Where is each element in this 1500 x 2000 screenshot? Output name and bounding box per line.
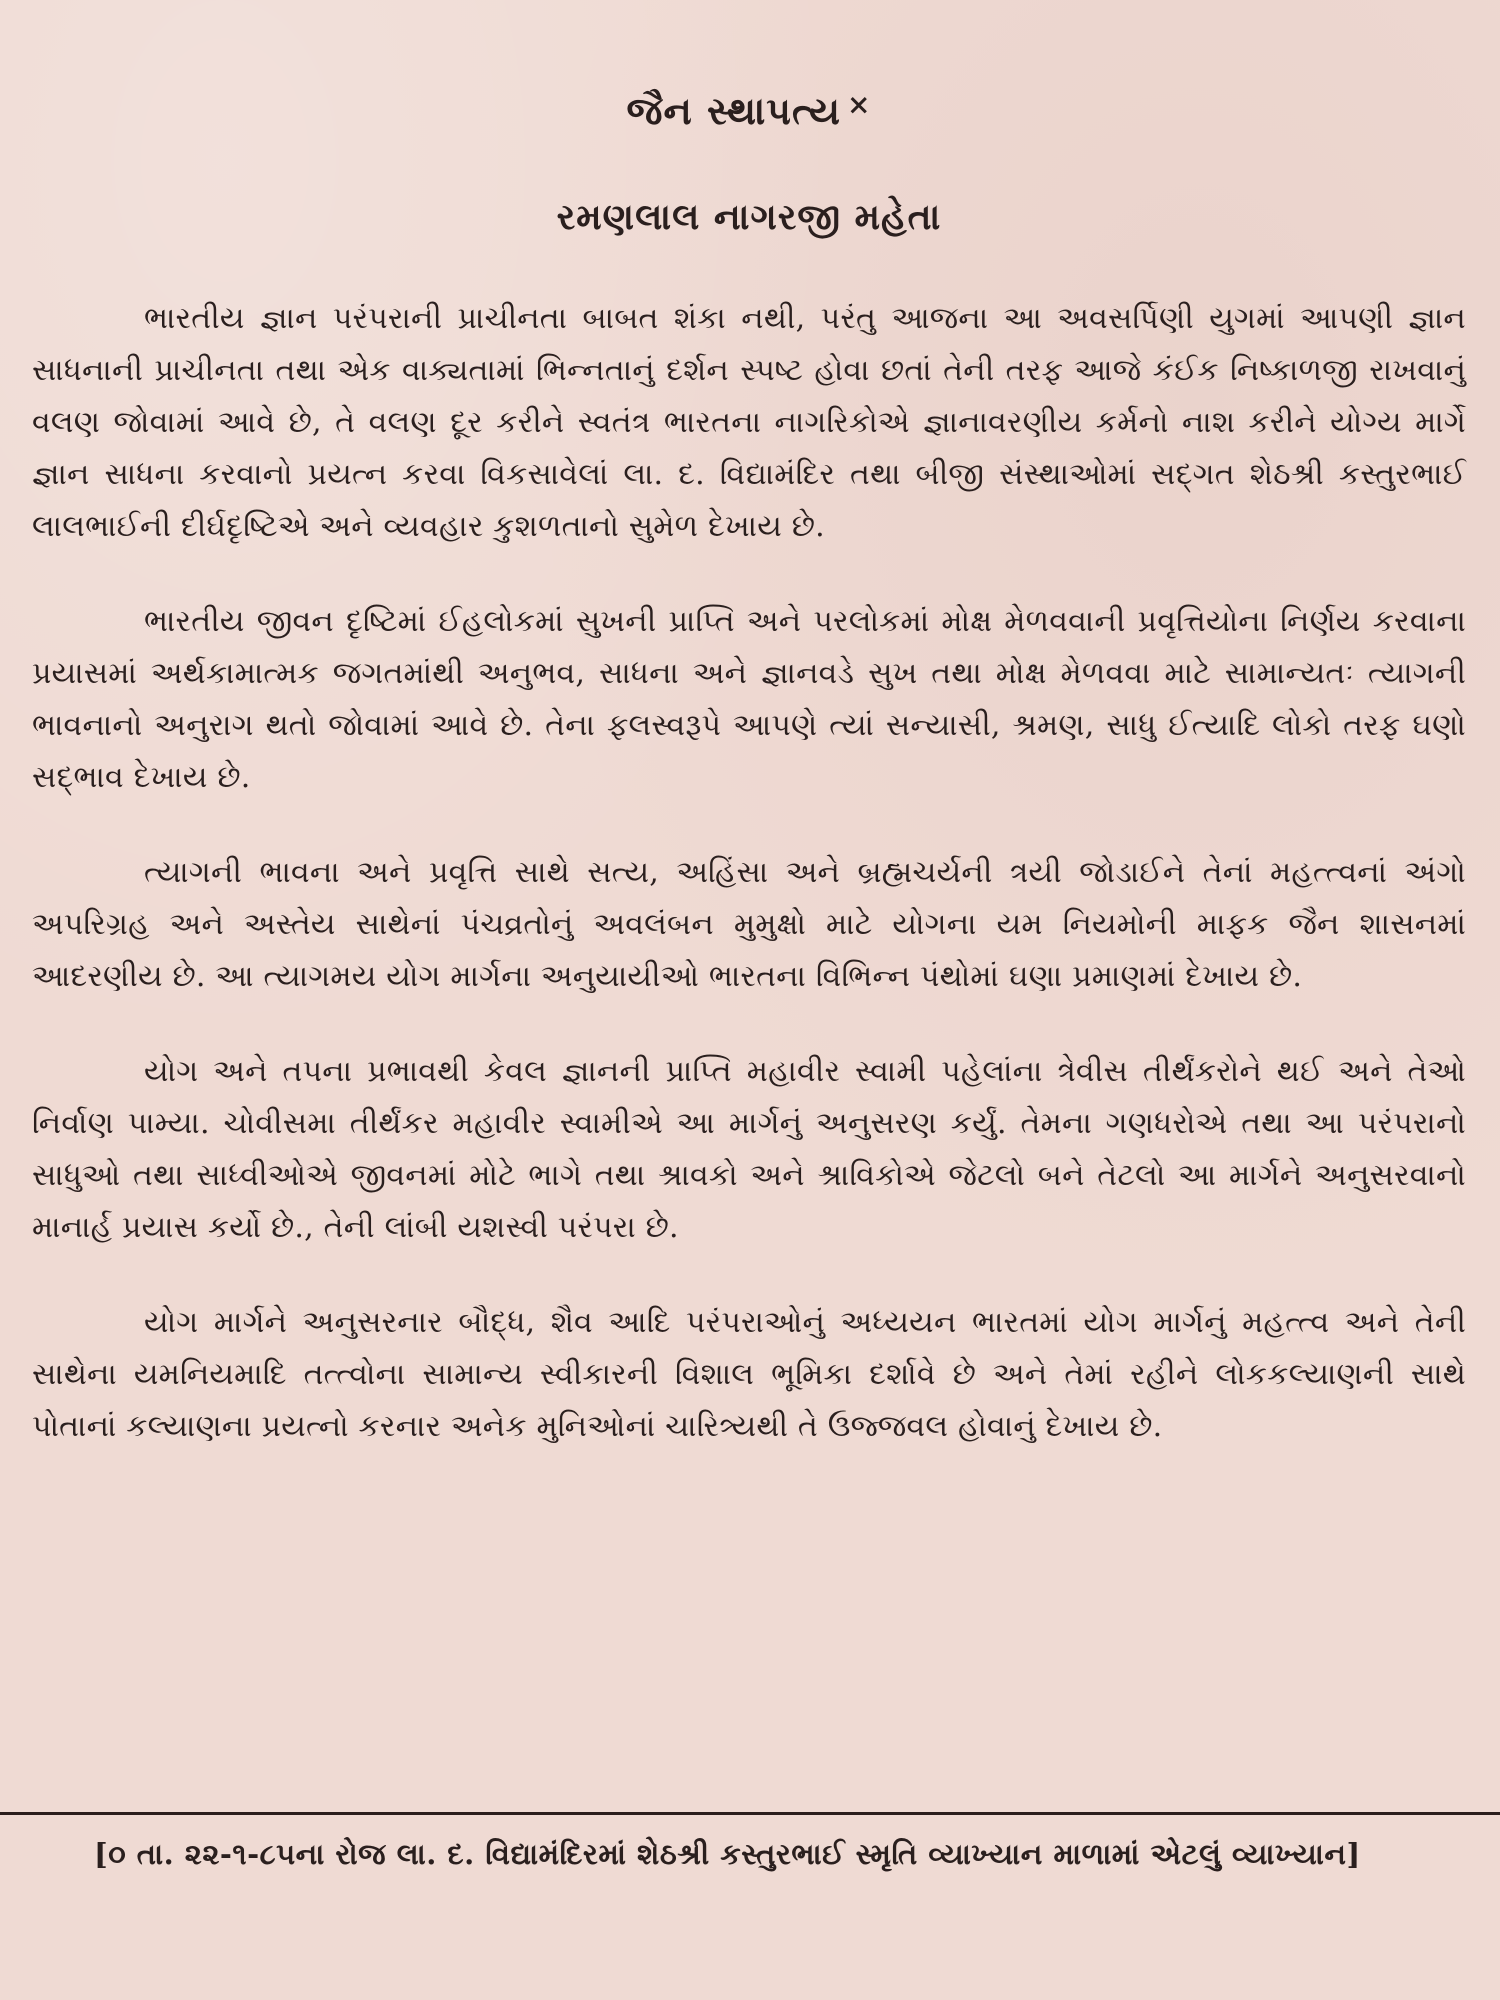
paragraph-2: ભારતીય જીવન દૃષ્ટિમાં ઈહલોકમાં સુખની પ્રાપ્તિ અને પરલોકમાં મોક્ષ મેળવવાની પ્રવૃત્તિયોના નિર્ણય કરવાના પ્રયાસમાં અર્થકામાત્મક જગતમાંથી અનુભવ, સાધના અને જ્ઞાનવડે સુખ તથા મોક્ષ મેળવવા માટે સામાન્યતઃ ત્યાગની ભાવનાનો અનુરાગ થતો જોવામાં આવે છે. તેના ફલસ્વરૂપે આપણે ત્યાં સન્યાસી, શ્રમણ, સાધુ ઈત્યાદિ લોકો તરફ ઘણો સદ્ભાવ દેખાય છે. bbox=[32, 603, 1466, 795]
author-name: રમણલાલ નાગરજી મહેતા bbox=[556, 195, 942, 238]
paragraph-1: ભારતીય જ્ઞાન પરંપરાની પ્રાચીનતા બાબત શંકા નથી, પરંતુ આજના આ અવસર્પિણી યુગમાં આપણી જ્ઞાન સાધનાની પ્રાચીનતા તથા એક વાક્યતામાં ભિન્નતાનું દર્શન સ્પષ્ટ હોવા છતાં તેની તરફ આજે કંઈક નિષ્કાળજી રાખવાનું વલણ જોવામાં આવે છે, તે વલણ દૂર કરીને સ્વતંત્ર ભારતના નાગરિકોએ જ્ઞાનાવરણીય કર્મનો નાશ કરીને યોગ્ય માર્ગે જ્ઞાન સાધના કરવાનો પ્રયત્ન કરવા વિકસાવેલાં લા. દ. વિદ્યામંદિર તથા બીજી સંસ્થાઓમાં સદ્ગત શેઠશ્રી કસ્તુરભાઈ લાલભાઈની દીર્ઘદૃષ્ટિએ અને વ્યવહાર કુશળતાનો સુમેળ દેખાય છે. bbox=[32, 300, 1466, 544]
footnote-divider bbox=[0, 1812, 1500, 1815]
paragraph-4: યોગ અને તપના પ્રભાવથી કેવલ જ્ઞાનની પ્રાપ્તિ મહાવીર સ્વામી પહેલાંના ત્રેવીસ તીર્થંકરોને થઈ અને તેઓ નિર્વાણ પામ્યા. ચોવીસમા તીર્થંકર મહાવીર સ્વામીએ આ માર્ગનું અનુસરણ કર્યું. તેમના ગણધરોએ તથા આ પરંપરાનો સાધુઓ તથા સાધ્વીઓએ જીવનમાં મોટે ભાગે તથા શ્રાવકો અને શ્રાવિકોએ જેટલો બને તેટલો આ માર્ગને અનુસરવાનો માનાર્હ પ્રયાસ કર્યો છે., તેની લાંબી યશસ્વી પરંપરા છે. bbox=[32, 1053, 1466, 1245]
title-footnote-mark: × bbox=[846, 88, 872, 121]
paragraph-3: ત્યાગની ભાવના અને પ્રવૃત્તિ સાથે સત્ય, અહિંસા અને બ્રહ્મચર્યની ત્રયી જોડાઈને તેનાં મહત્ત્વનાં અંગો અપરિગ્રહ અને અસ્તેય સાથેનાં પંચવ્રતોનું અવલંબન મુમુક્ષો માટે યોગના યમ નિયમોની માફક જૈન શાસનમાં આદરણીય છે. આ ત્યાગમય યોગ માર્ગના અનુયાયીઓ ભારતના વિભિન્ન પંથોમાં ઘણા પ્રમાણમાં દેખાય છે. bbox=[32, 854, 1466, 994]
footnote-text: [૦ તા. ૨૨-૧-૮૫ના રોજ લા. દ. વિદ્યામંદિરમાં શેઠશ્રી કસ્તુરભાઈ સ્મૃતિ વ્યાખ્યાન માળામાં એટલું વ્યાખ્યાન] bbox=[94, 1837, 1361, 1871]
document-title bbox=[32, 88, 1466, 134]
body-text bbox=[32, 293, 1466, 1453]
paragraph-5: યોગ માર્ગને અનુસરનાર બૌદ્ધ, શૈવ આદિ પરંપરાઓનું અધ્યયન ભારતમાં યોગ માર્ગનું મહત્ત્વ અને તેની સાથેના યમનિયમાદિ તત્ત્વોના સામાન્ય સ્વીકારની વિશાલ ભૂમિકા દર્શાવે છે અને તેમાં રહીને લોકકલ્યાણની સાથે પોતાનાં કલ્યાણના પ્રયત્નો કરનાર અનેક મુનિઓનાં ચારિત્ર્યથી તે ઉજ્જવલ હોવાનું દેખાય છે. bbox=[32, 1304, 1466, 1444]
title-text: જૈન સ્થાપત્ય bbox=[626, 88, 841, 133]
